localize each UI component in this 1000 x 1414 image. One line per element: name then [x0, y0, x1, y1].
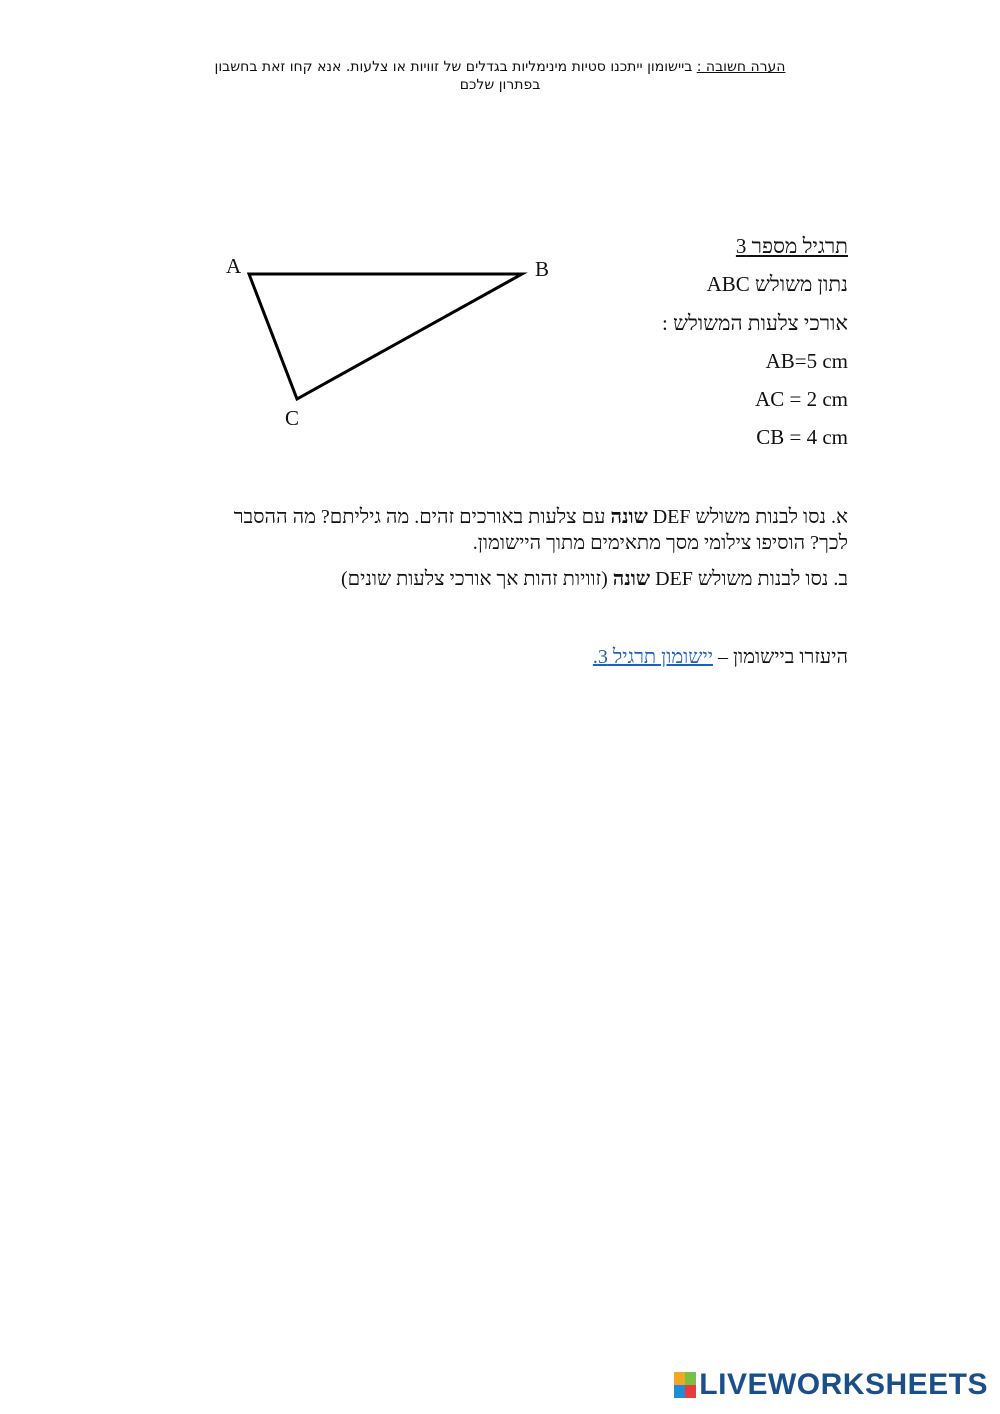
logo-square-2	[685, 1372, 696, 1385]
help-text: היעזרו ביישומון –	[712, 646, 848, 668]
header-note-line1	[150, 58, 850, 76]
liveworksheets-logo[interactable]	[674, 1370, 988, 1400]
task-a-line2: לכך? הוסיפו צילומי מסך מתאימים מתוך היישומון.	[472, 532, 848, 554]
given-prefix: נתון משולש	[749, 272, 848, 296]
vertex-label-c: C	[285, 406, 300, 430]
help-line	[148, 644, 848, 670]
task-a	[148, 504, 848, 556]
header-note	[150, 58, 850, 94]
side-cb: CB = 4 cm	[756, 425, 848, 449]
triangle-diagram	[240, 262, 540, 412]
logo-square-3	[674, 1385, 685, 1398]
task-a-prefix: א. נסו לבנות משולש DEF	[647, 506, 848, 528]
task-a-bold: שונה	[610, 506, 648, 528]
sides-heading: אורכי צלעות המשולש :	[662, 311, 848, 335]
header-note-label: הערה חשובה :	[696, 59, 786, 75]
vertex-label-a: A	[226, 254, 242, 278]
triangle-abc	[249, 274, 522, 399]
task-a-rest: עם צלעות באורכים זהים. מה גיליתם? מה ההסבר	[233, 506, 611, 528]
liveworksheets-logo-text: LIVEWORKSHEETS	[699, 1368, 988, 1401]
header-note-text: ביישומון ייתכנו סטיות מינימליות בגדלים של זוויות או צלעות. אנא קחו זאת בחשבון	[214, 59, 697, 75]
exercise-title: תרגיל מספר 3	[735, 234, 848, 258]
vertex-label-b: B	[535, 257, 550, 281]
task-b-rest: (זוויות זהות אך אורכי צלעות שונים)	[340, 568, 613, 590]
liveworksheets-logo-icon	[674, 1372, 696, 1398]
logo-square-1	[674, 1372, 685, 1385]
task-b-prefix: ב. נסו לבנות משולש DEF	[650, 568, 848, 590]
given-triangle	[707, 272, 848, 297]
header-note-line2: בפתרון שלכם	[459, 77, 541, 93]
task-b	[148, 566, 848, 592]
given-triangle-name: ABC	[706, 272, 750, 296]
side-ab: AB=5 cm	[765, 349, 848, 373]
task-b-bold: שונה	[612, 568, 651, 590]
side-ac: AC = 2 cm	[755, 387, 848, 411]
logo-square-4	[685, 1385, 696, 1398]
app-link[interactable]: יישומון תרגיל 3.	[592, 646, 713, 668]
